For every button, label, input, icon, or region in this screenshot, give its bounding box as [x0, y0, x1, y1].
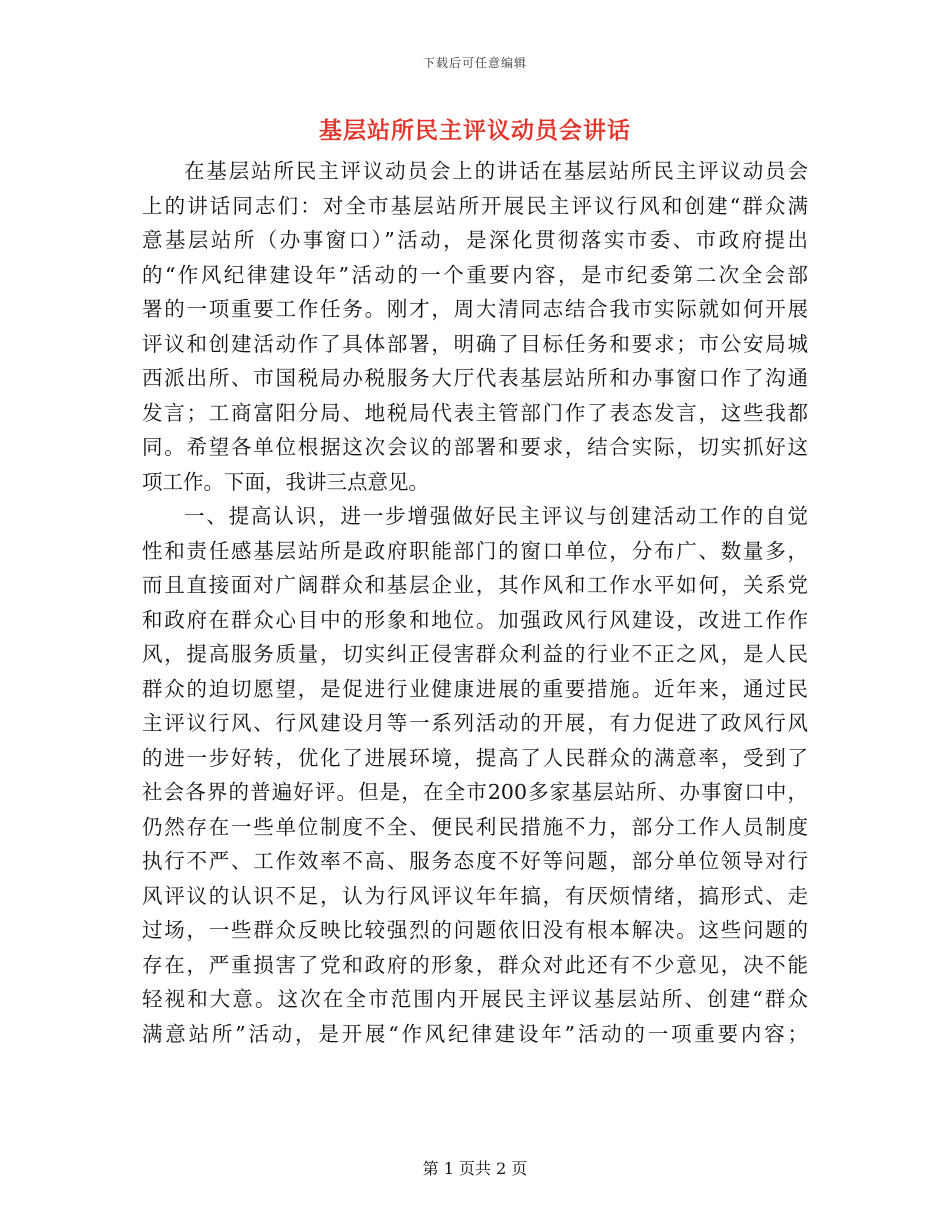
body-line: 执行不严、工作效率不高、服务态度不好等问题，部分单位领导对行 [142, 849, 808, 873]
body-line: 风评议的认识不足，认为行风评议年年搞，有厌烦情绪，搞形式、走 [142, 883, 808, 908]
body-line: 一、提高认识，进一步增强做好民主评议与创建活动工作的自觉 [184, 504, 808, 528]
body-line: 同。希望各单位根据这次会议的部署和要求，结合实际，切实抓好这 [142, 435, 808, 459]
body-line: 存在，严重损害了党和政府的形象，群众对此还有不少意见，决不能 [142, 952, 808, 977]
body-line: 轻视和大意。这次在全市范围内开展民主评议基层站所、创建“群众 [142, 987, 808, 1011]
body-line: 的进一步好转，优化了进展环境，提高了人民群众的满意率，受到了 [142, 745, 808, 770]
body-line: 项工作。下面，我讲三点意见。 [142, 469, 429, 494]
body-line: 性和责任感基层站所是政府职能部门的窗口单位，分布广、数量多， [142, 538, 808, 563]
body-line: 社会各界的普遍好评。但是，在全市200多家基层站所、办事窗口中， [142, 780, 808, 804]
header-note: 下载后可任意编辑 [422, 56, 527, 70]
body-line: 仍然存在一些单位制度不全、便民利民措施不力，部分工作人员制度 [142, 814, 808, 839]
body-line: 评议和创建活动作了具体部署，明确了目标任务和要求；市公安局城 [142, 331, 808, 356]
document-body [142, 154, 808, 1051]
page-number: 第 1 页共 2 页 [422, 1159, 528, 1178]
document-title: 基层站所民主评议动员会讲话 [319, 117, 631, 144]
body-line: 在基层站所民主评议动员会上的讲话在基层站所民主评议动员会 [184, 159, 808, 183]
body-line: 署的一项重要工作任务。刚才，周大清同志结合我市实际就如何开展 [142, 297, 808, 321]
body-line: 的“作风纪律建设年”活动的一个重要内容，是市纪委第二次全会部 [142, 262, 808, 287]
body-line: 而且直接面对广阔群众和基层企业，其作风和工作水平如何，关系党 [142, 573, 808, 597]
body-line: 西派出所、市国税局办税服务大厅代表基层站所和办事窗口作了沟通 [142, 366, 808, 390]
body-line: 意基层站所（办事窗口）”活动，是深化贯彻落实市委、市政府提出 [142, 228, 808, 252]
body-line: 满意站所”活动，是开展“作风纪律建设年”活动的一项重要内容； [142, 1021, 808, 1046]
body-line: 群众的迫切愿望，是促进行业健康进展的重要措施。近年来，通过民 [142, 676, 808, 701]
body-line: 发言；工商富阳分局、地税局代表主管部门作了表态发言，这些我都 [142, 400, 808, 425]
body-line: 过场，一些群众反映比较强烈的问题依旧没有根本解决。这些问题的 [142, 918, 808, 942]
body-line: 和政府在群众心目中的形象和地位。加强政风行风建设，改进工作作 [142, 607, 808, 632]
body-line: 上的讲话同志们：对全市基层站所开展民主评议行风和创建“群众满 [142, 193, 808, 218]
body-line: 风，提高服务质量，切实纠正侵害群众利益的行业不正之风，是人民 [142, 642, 808, 666]
body-line: 主评议行风、行风建设月等一系列活动的开展，有力促进了政风行风 [142, 711, 808, 735]
